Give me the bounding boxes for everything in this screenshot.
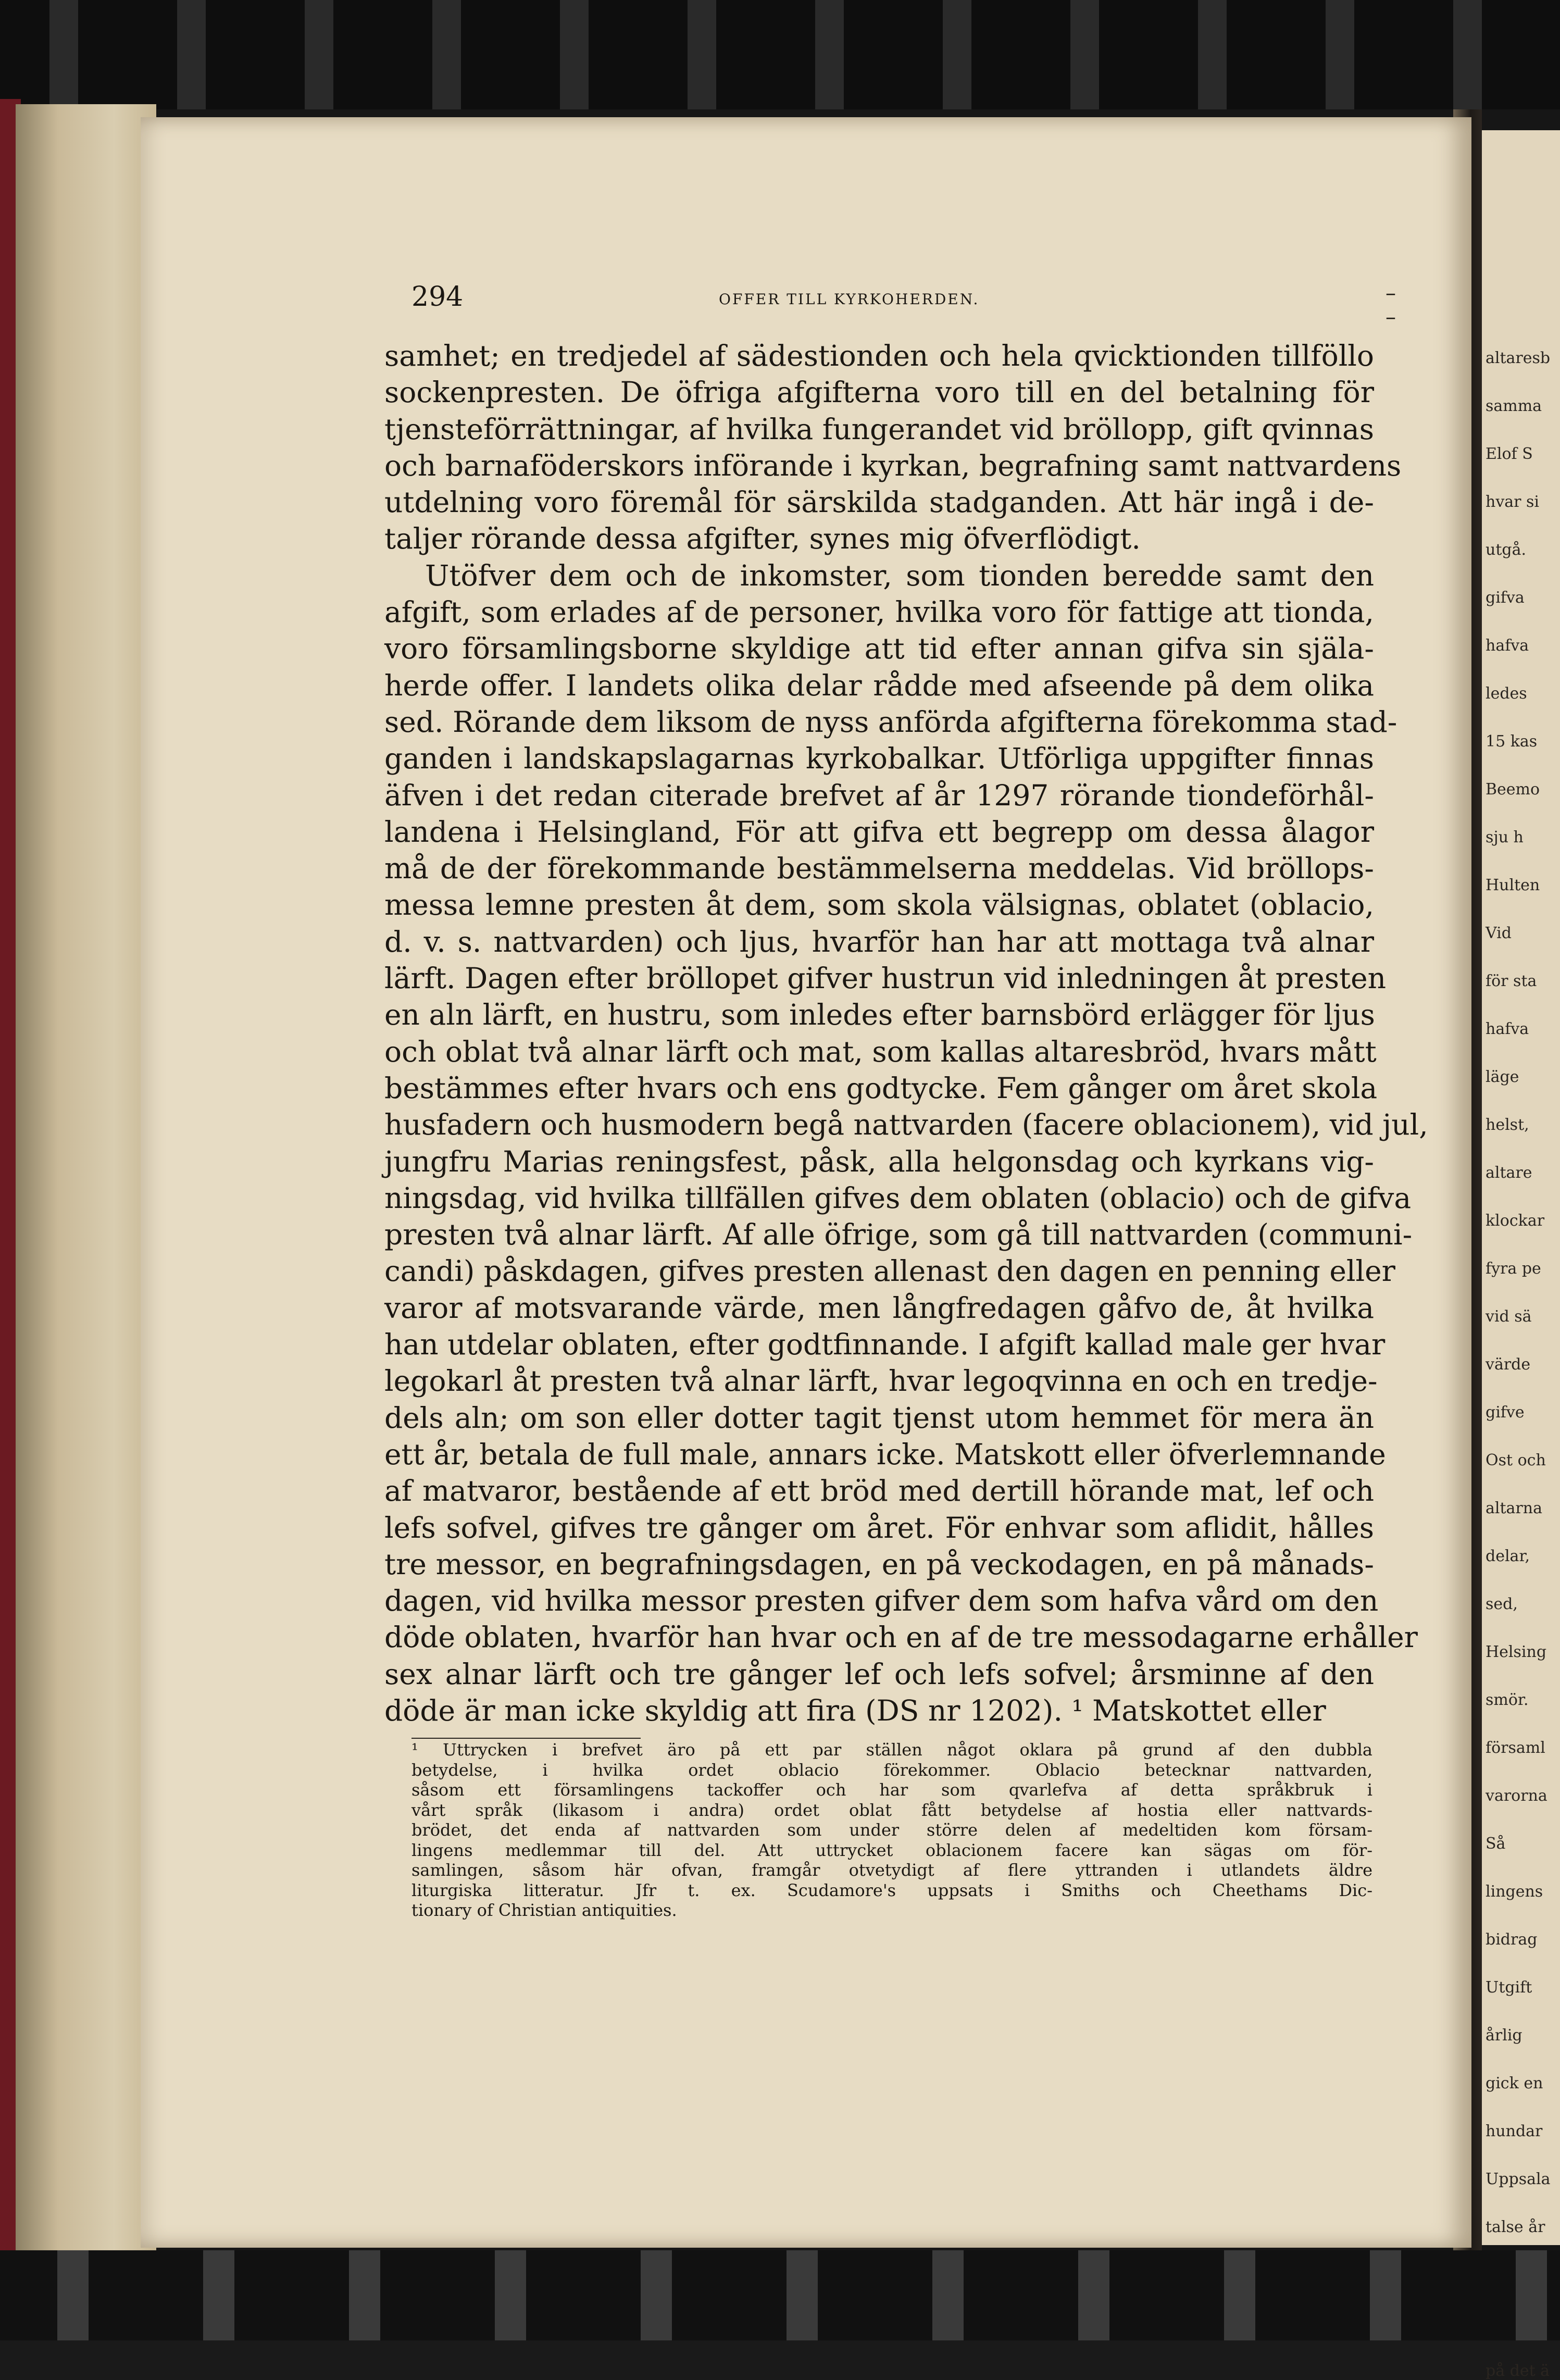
text-line: varor af motsvarande värde, men långfredagen gåfvo de, åt hvilka [384, 1291, 1374, 1325]
text-line: och barnaföderskors införande i kyrkan, begrafning samt nattvardens [384, 448, 1402, 482]
facing-page-fragment: vid sä [1486, 1307, 1532, 1326]
scanner-frame-bottom [0, 2250, 1560, 2340]
text-line: utdelning voro föremål för särskilda stadganden. Att här ingå i de- [384, 485, 1374, 519]
body-text [384, 338, 1428, 1729]
text-line: d. v. s. nattvarden) och ljus, hvarför han har att mottaga två alnar [384, 925, 1374, 958]
facing-page-fragment: årlig [1486, 2026, 1522, 2045]
text-line: äfven i det redan citerade brefvet af år 1297 rörande tiondeförhål- [384, 778, 1374, 812]
text-line: jungfru Marias reningsfest, påsk, alla helgonsdag och kyrkans vig- [384, 1144, 1374, 1178]
scanner-frame-top [0, 0, 1560, 109]
footnote-line: tionary of Christian antiquities. [411, 1900, 677, 1920]
facing-page-fragment: gifve [1486, 1403, 1525, 1422]
page-number: 294 [411, 281, 464, 313]
footnote-line: liturgiska litteratur. Jfr t. ex. Scudamore's uppsats i Smiths och Cheethams Dic- [411, 1880, 1372, 1900]
facing-page-fragment: talse år [1486, 2218, 1545, 2236]
facing-page-fragment: Elof S [1486, 445, 1533, 463]
facing-page-fragment: utgå. [1486, 541, 1527, 559]
footnote-line: såsom ett församlingens tackoffer och har som qvarlefva af detta språkbruk i [411, 1780, 1372, 1800]
text-line: messa lemne presten åt dem, som skola välsignas, oblatet (oblacio, [384, 888, 1374, 922]
facing-page-fragment: läge [1486, 1068, 1519, 1086]
text-line: Utöfver dem och de inkomster, som tionden beredde samt den [425, 558, 1374, 592]
facing-page-fragment: Utgift [1486, 1978, 1532, 1997]
facing-page-fragment: helst, [1486, 1116, 1529, 1134]
text-line: tjensteförrättningar, af hvilka fungerandet vid bröllopp, gift qvinnas [384, 412, 1374, 446]
facing-page-fragment: hafva [1486, 637, 1529, 655]
facing-page-fragment: smör. [1486, 1691, 1529, 1709]
text-line: sed. Rörande dem liksom de nyss anförda afgifterna förekomma stad- [384, 705, 1397, 739]
text-line: samhet; en tredjedel af sädestionden och hela qvicktionden tillföllo [384, 339, 1374, 372]
facing-page-fragment: hundar [1486, 2122, 1543, 2140]
page-stack-edge [16, 104, 156, 2261]
facing-page-fragment: fyra pe [1486, 1260, 1541, 1278]
text-line: af matvaror, bestående af ett bröd med dertill hörande mat, lef och [384, 1474, 1374, 1508]
footnote-line: vårt språk (likasom i andra) ordet oblat fått betydelse af hostia eller nattvards- [411, 1800, 1372, 1820]
text-line: lefs sofvel, gifves tre gånger om året. För enhvar som aflidit, hålles [384, 1511, 1374, 1544]
footnote-line: brödet, det enda af nattvarden som under större delen af medeltiden kom försam- [411, 1820, 1372, 1840]
facing-page-fragment: hvar si [1486, 493, 1540, 511]
facing-page-fragment: sju h [1486, 828, 1524, 846]
facing-page-fragment: altarna [1486, 1499, 1542, 1517]
text-line: och oblat två alnar lärft och mat, som kallas altaresbröd, hvars mått [384, 1035, 1377, 1068]
text-line: lärft. Dagen efter bröllopet gifver hustrun vid inledningen åt presten [384, 962, 1387, 995]
facing-page-fragment: Hulten [1486, 876, 1540, 894]
facing-page-fragment: gick en [1486, 2074, 1543, 2092]
text-line: döde är man icke skyldig att fira (DS nr 1202). ¹ Matskottet eller [384, 1693, 1326, 1727]
facing-page-fragment: värde [1486, 1355, 1531, 1374]
facing-page-fragment: på det ä [1486, 2362, 1550, 2380]
facing-page-fragment: altaresb [1486, 349, 1551, 367]
text-line: dagen, vid hvilka messor presten gifver dem som hafva vård om den [384, 1584, 1379, 1618]
facing-page-fragment: samma [1486, 397, 1542, 415]
text-line: må de der förekommande bestämmelserna meddelas. Vid bröllops- [384, 852, 1374, 886]
footnote-line: betydelse, i hvilka ordet oblacio förekommer. Oblacio betecknar nattvarden, [411, 1760, 1372, 1780]
text-line: voro församlingsborne skyldige att tid efter annan gifva sin själa- [384, 632, 1374, 666]
text-line: döde oblaten, hvarför han hvar och en af de tre messodagarne erhåller [384, 1621, 1418, 1654]
text-line: husfadern och husmodern begå nattvarden (facere oblacionem), vid jul, [384, 1108, 1428, 1142]
text-line: candi) påskdagen, gifves presten allenast den dagen en penning eller [384, 1254, 1395, 1288]
text-line: ningsdag, vid hvilka tillfällen gifves dem oblaten (oblacio) och de gifva [384, 1181, 1412, 1215]
header-dash: – – [1386, 281, 1396, 329]
facing-page-fragment: Helsing [1486, 1643, 1547, 1661]
footnote-line: ¹ Uttrycken i brefvet äro på ett par ställen något oklara på grund af den dubbla [411, 1740, 1372, 1760]
facing-page-fragment: varorna [1486, 1787, 1547, 1805]
facing-page-fragment: för sta [1486, 972, 1537, 990]
facing-page-fragment: ledes [1486, 684, 1527, 703]
text-line: sex alnar lärft och tre gånger lef och lefs sofvel; årsminne af den [384, 1657, 1374, 1691]
facing-page-fragment: församl [1486, 1739, 1545, 1757]
text-line: taljer rörande dessa afgifter, synes mig öfverflödigt. [384, 522, 1141, 556]
footnote-rule [411, 1738, 641, 1739]
text-line: ett år, betala de full male, annars icke. Matskott eller öfverlemnande [384, 1437, 1386, 1471]
facing-page-fragment: Vid [1486, 924, 1512, 942]
facing-page-fragment: Beemo [1486, 780, 1540, 799]
text-line: bestämmes efter hvars och ens godtycke. Fem gånger om året skola [384, 1071, 1378, 1105]
text-line: ganden i landskapslagarnas kyrkobalkar. Utförliga uppgifter finnas [384, 742, 1374, 776]
facing-page-fragment: lingens [1486, 1883, 1543, 1901]
facing-page [1479, 130, 1560, 2380]
text-line: herde offer. I landets olika delar rådde med afseende på dem olika [384, 668, 1374, 702]
facing-page-fragment: hafva [1486, 1020, 1529, 1038]
facing-page-fragment: 15 kas [1486, 732, 1538, 751]
footnote-line: lingens medlemmar till del. Att uttrycket oblacionem facere kan sägas om för- [411, 1840, 1372, 1860]
facing-page-fragment: Så [1486, 1835, 1506, 1853]
footnotes [411, 1740, 1372, 1921]
text-line: en aln lärft, en hustru, som inledes efter barnsbörd erlägger för ljus [384, 998, 1375, 1032]
text-line: legokarl åt presten två alnar lärft, hvar legoqvinna en och en tredje- [384, 1364, 1378, 1398]
footnote-line: samlingen, såsom här ofvan, framgår otvetydigt af flere yttranden i utlandets äldre [411, 1860, 1372, 1880]
facing-page-fragment: delar, [1486, 1547, 1530, 1565]
facing-page-fragment: gifva [1486, 589, 1525, 607]
text-line: tre messor, en begrafningsdagen, en på veckodagen, en på månads- [384, 1547, 1374, 1581]
text-line: presten två alnar lärft. Af alle öfrige, som gå till nattvarden (communi- [384, 1218, 1413, 1252]
facing-page-fragment: Uppsala [1486, 2170, 1551, 2188]
facing-page-fragment: altare [1486, 1164, 1532, 1182]
facing-page-fragment: Ost och [1486, 1451, 1546, 1469]
facing-page-fragment: bidrag [1486, 1930, 1538, 1949]
text-line: dels aln; om son eller dotter tagit tjenst utom hemmet för mera än [384, 1401, 1374, 1435]
text-line: landena i Helsingland, För att gifva ett begrepp om dessa ålagor [384, 815, 1374, 849]
page-header [411, 281, 1396, 329]
text-line: afgift, som erlades af de personer, hvilka voro för fattige att tionda, [384, 595, 1374, 629]
running-title: OFFER TILL KYRKOHERDEN. [719, 291, 980, 308]
facing-page-fragment: klockar [1486, 1212, 1545, 1230]
text-line: han utdelar oblaten, efter godtfinnande. I afgift kallad male ger hvar [384, 1328, 1386, 1362]
text-line: sockenpresten. De öfriga afgifterna voro till en del betalning för [384, 376, 1374, 409]
facing-page-fragment: sed, [1486, 1595, 1518, 1613]
